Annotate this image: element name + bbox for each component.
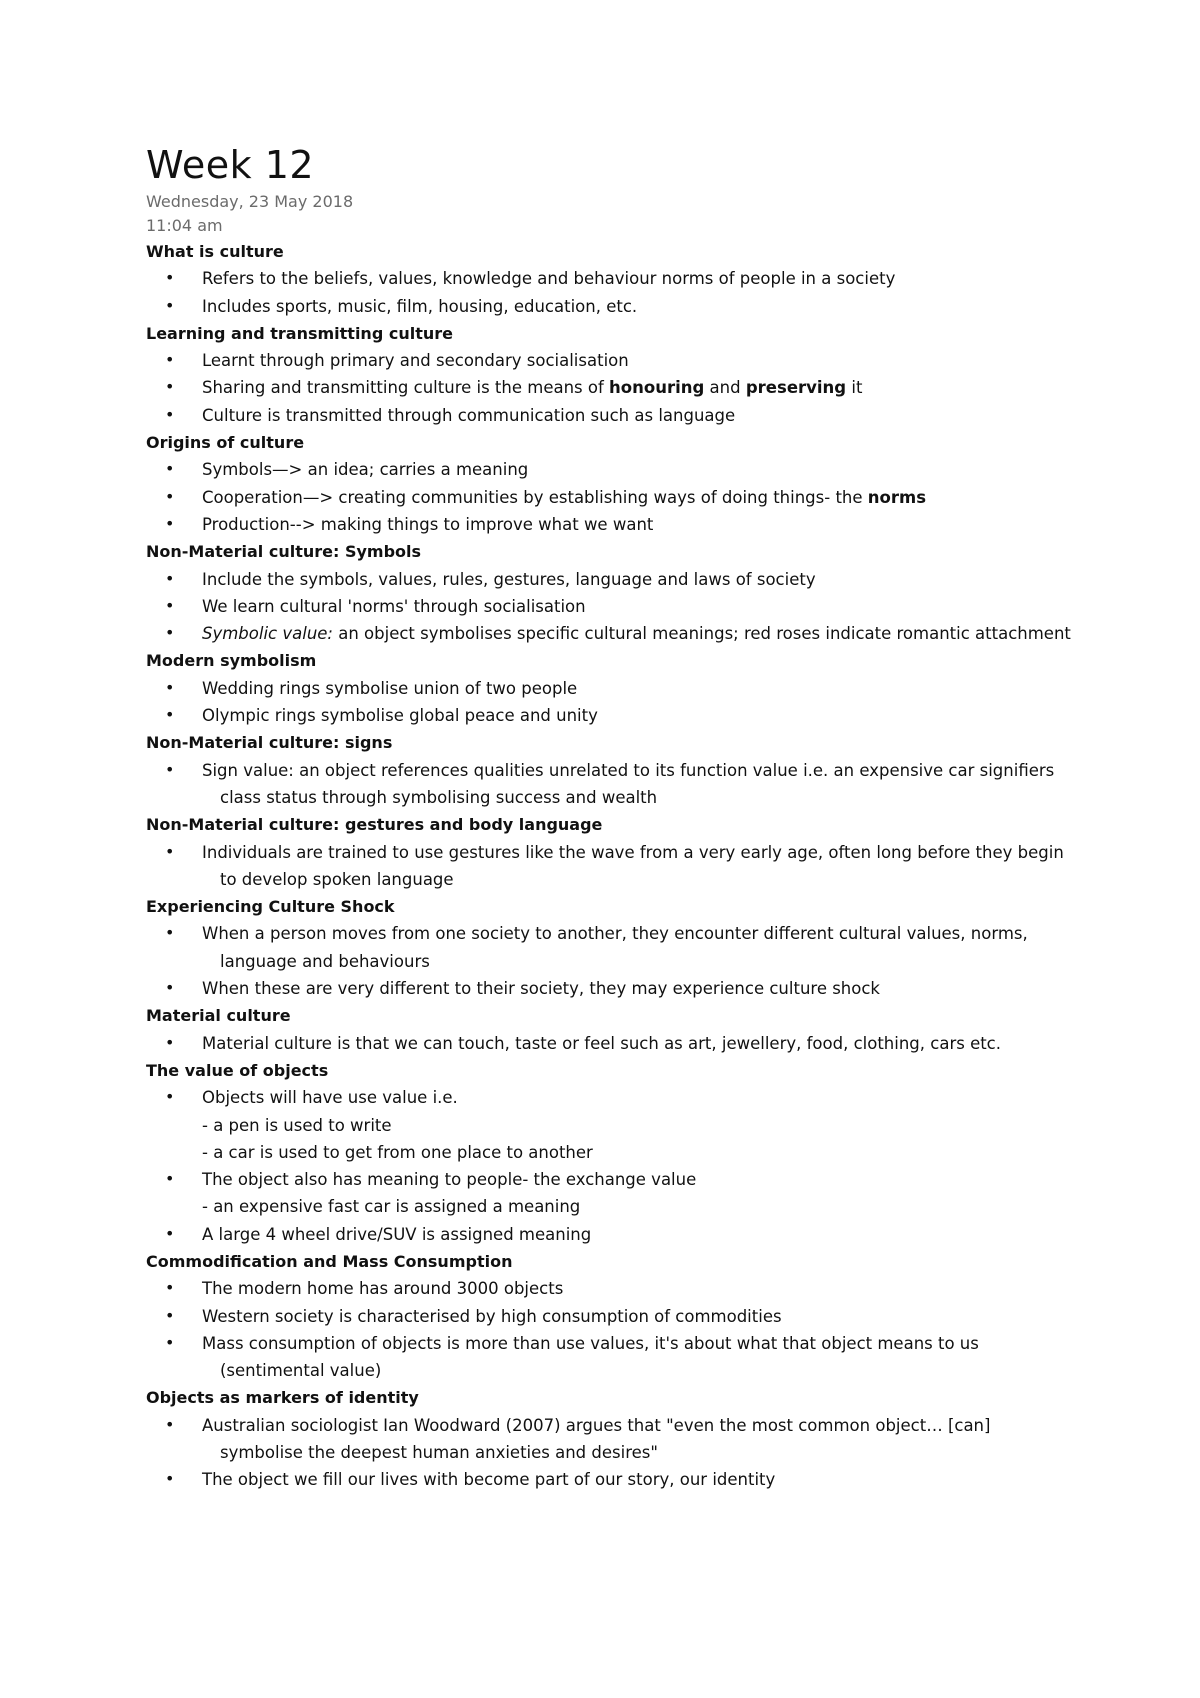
bullet-icon: •: [165, 595, 175, 615]
list-item: [146, 265, 1076, 292]
item-text: Symbols—> an idea; carries a meaning: [202, 460, 529, 480]
item-text: Wedding rings symbolise union of two people: [202, 678, 578, 698]
item-text: Australian sociologist Ian Woodward (2007) argues that "even the most common object… [can] symbolise the deepest human anxieties and desires": [202, 1415, 991, 1463]
section-heading: Non-Material culture: gestures and body language: [146, 815, 603, 835]
list-item: [146, 484, 1076, 511]
section-heading: The value of objects: [146, 1060, 329, 1080]
list-item: [146, 566, 1076, 593]
section-heading: Modern symbolism: [146, 651, 317, 671]
bullet-icon: •: [165, 1332, 175, 1352]
note-section: [146, 429, 1076, 538]
item-text: Sharing and transmitting culture is the means of: [202, 378, 610, 398]
item-text: and: [704, 378, 746, 398]
page-title: Week 12: [146, 143, 315, 187]
bullet-icon: •: [165, 841, 175, 861]
bullet-icon: •: [165, 978, 175, 998]
note-section: [146, 647, 1076, 729]
bullet-icon: •: [165, 1223, 175, 1243]
bullet-icon: •: [165, 1278, 175, 1298]
item-text: - an expensive fast car is assigned a meaning: [202, 1197, 581, 1217]
item-text: it: [846, 378, 863, 398]
note-page: [146, 140, 1076, 1494]
item-text: Cooperation—> creating communities by establishing ways of doing things- the: [202, 487, 868, 507]
note-date: Wednesday, 23 May 2018: [146, 192, 354, 211]
item-text: an object symbolises specific cultural meanings; red roses indicate romantic attachment: [333, 624, 1071, 644]
list-item: [146, 456, 1076, 483]
bullet-list: [146, 675, 1076, 730]
item-text: Mass consumption of objects is more than use values, it's about what that object means to us (sentimental value): [202, 1333, 979, 1381]
list-item: [146, 293, 1076, 320]
bullet-icon: •: [165, 377, 175, 397]
list-item: [146, 620, 1076, 647]
item-text: Learnt through primary and secondary socialisation: [202, 351, 629, 371]
item-text: A large 4 wheel drive/SUV is assigned meaning: [202, 1224, 592, 1244]
section-heading: Material culture: [146, 1006, 291, 1026]
note-section: [146, 1384, 1076, 1493]
bold-term: norms: [867, 487, 927, 507]
item-text: We learn cultural 'norms' through socialisation: [202, 596, 586, 616]
note-section: [146, 1057, 1076, 1248]
section-heading: Experiencing Culture Shock: [146, 897, 395, 917]
list-item: [146, 1303, 1076, 1330]
list-item: [146, 675, 1076, 702]
list-item: [146, 839, 1076, 894]
list-item: [146, 1330, 1076, 1385]
item-text: Material culture is that we can touch, taste or feel such as art, jewellery, food, clothing, cars etc.: [202, 1033, 1002, 1053]
bullet-icon: •: [165, 1169, 175, 1189]
item-text: When these are very different to their society, they may experience culture shock: [202, 979, 880, 999]
item-text: - a pen is used to write: [202, 1115, 392, 1135]
bold-term: honouring: [609, 378, 705, 398]
section-heading: Objects as markers of identity: [146, 1388, 419, 1408]
note-section: [146, 811, 1076, 893]
item-text: Olympic rings symbolise global peace and unity: [202, 706, 598, 726]
list-item: [146, 702, 1076, 729]
bullet-list: [146, 1030, 1076, 1057]
note-section: [146, 1248, 1076, 1384]
note-section: [146, 238, 1076, 320]
bullet-icon: •: [165, 705, 175, 725]
bullet-icon: •: [165, 404, 175, 424]
item-text: Refers to the beliefs, values, knowledge and behaviour norms of people in a society: [202, 269, 896, 289]
section-heading: What is culture: [146, 242, 284, 261]
bullet-icon: •: [165, 568, 175, 588]
bullet-icon: •: [165, 1414, 175, 1434]
list-item: [146, 402, 1076, 429]
bullet-icon: •: [165, 350, 175, 370]
bullet-icon: •: [165, 923, 175, 943]
item-text: The modern home has around 3000 objects: [202, 1279, 564, 1299]
item-text: Individuals are trained to use gestures like the wave from a very early age, often long before they begin to develop spoken language: [202, 842, 1064, 889]
list-item: [146, 1412, 1076, 1467]
note-section: [146, 1002, 1076, 1057]
bullet-icon: •: [165, 759, 175, 779]
bullet-icon: •: [165, 1305, 175, 1325]
list-item: [146, 757, 1076, 812]
bullet-list: [146, 757, 1076, 812]
list-item: [146, 347, 1076, 374]
list-item: [146, 1275, 1076, 1302]
sub-list-item: [146, 1139, 1076, 1166]
bullet-list: [146, 920, 1076, 1002]
bullet-icon: •: [165, 268, 175, 288]
section-heading: Learning and transmitting culture: [146, 323, 453, 343]
list-item: [146, 1030, 1076, 1057]
item-text: Includes sports, music, film, housing, education, etc.: [202, 296, 638, 316]
bullet-list: [146, 1275, 1076, 1384]
list-item: [146, 975, 1076, 1002]
list-item: [146, 1466, 1076, 1493]
note-body: [146, 238, 1076, 1494]
sub-list-item: [146, 1112, 1076, 1139]
bullet-icon: •: [165, 677, 175, 697]
item-text: Western society is characterised by high consumption of commodities: [202, 1306, 782, 1326]
italic-term: Symbolic value:: [202, 624, 333, 644]
bullet-icon: •: [165, 513, 175, 533]
bullet-icon: •: [165, 1032, 175, 1052]
list-item: [146, 374, 1076, 401]
bullet-list: [146, 456, 1076, 538]
bullet-icon: •: [165, 1469, 175, 1489]
item-text: When a person moves from one society to another, they encounter different cultural values, norms, language and behaviours: [202, 924, 1028, 971]
bullet-list: [146, 265, 1076, 320]
list-item: [146, 920, 1076, 975]
bullet-icon: •: [165, 1087, 175, 1107]
bullet-icon: •: [165, 459, 175, 479]
item-text: - a car is used to get from one place to another: [202, 1142, 593, 1162]
bullet-list: [146, 839, 1076, 894]
section-heading: Origins of culture: [146, 433, 305, 453]
list-item: [146, 593, 1076, 620]
note-time: 11:04 am: [146, 216, 223, 235]
bullet-list: [146, 347, 1076, 429]
section-heading: Commodification and Mass Consumption: [146, 1251, 513, 1271]
item-text: Production--> making things to improve what we want: [202, 514, 654, 534]
item-text: Culture is transmitted through communication such as language: [202, 405, 736, 425]
note-section: [146, 729, 1076, 811]
item-text: Objects will have use value i.e.: [202, 1088, 458, 1108]
section-heading: Non-Material culture: signs: [146, 733, 393, 753]
item-text: The object also has meaning to people- the exchange value: [202, 1170, 697, 1190]
list-item: [146, 1084, 1076, 1111]
bullet-list: [146, 566, 1076, 648]
section-heading: Non-Material culture: Symbols: [146, 542, 422, 562]
list-item: [146, 1166, 1076, 1193]
list-item: [146, 1221, 1076, 1248]
item-text: Sign value: an object references qualities unrelated to its function value i.e. an expensive car signifiers class status through symbolising success and wealth: [202, 760, 1055, 807]
list-item: [146, 511, 1076, 538]
note-section: [146, 893, 1076, 1002]
note-section: [146, 538, 1076, 647]
item-text: The object we fill our lives with become part of our story, our identity: [202, 1470, 776, 1490]
bullet-list: [146, 1084, 1076, 1248]
item-text: Include the symbols, values, rules, gestures, language and laws of society: [202, 569, 816, 589]
bullet-icon: •: [165, 295, 175, 315]
bold-term: preserving: [745, 378, 847, 398]
note-section: [146, 320, 1076, 429]
sub-list-item: [146, 1193, 1076, 1220]
bullet-list: [146, 1412, 1076, 1494]
bullet-icon: •: [165, 486, 175, 506]
bullet-icon: •: [165, 623, 175, 643]
